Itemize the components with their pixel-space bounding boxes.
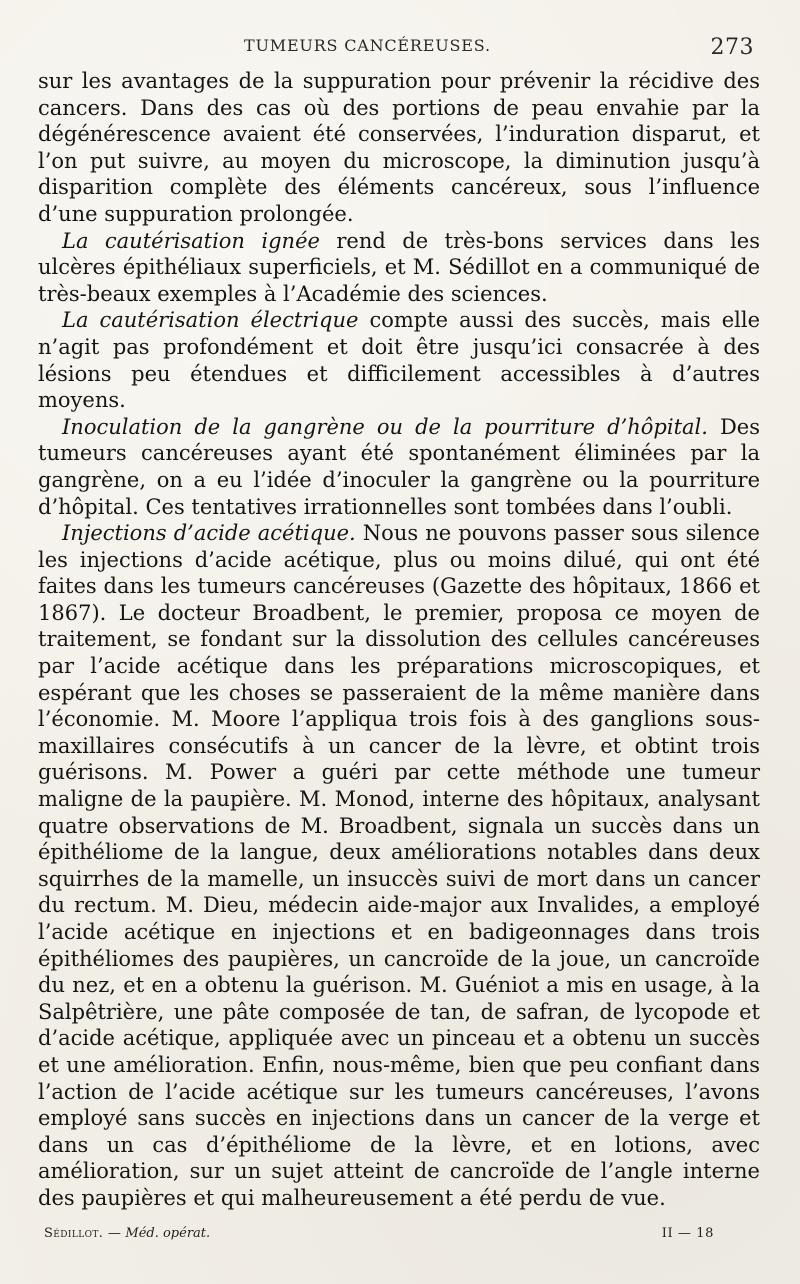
paragraph-3-lead: La cautérisation électrique: [62, 308, 359, 333]
running-head: TUMEURS CANCÉREUSES.: [244, 36, 491, 55]
paragraph-5-lead: Injections d’acide acétique.: [62, 521, 356, 546]
paragraph-1-text: sur les avantages de la suppuration pour prévenir la récidive des cancers. Dans des cas où des portions de peau envahie par la dégénérescence avaient été conservées, l’induration disparut, et l’on put suivre, au moyen du microscope, la diminution jusqu’à disparition complète des éléments cancéreux, sous l’influence d’une suppuration prolongée.: [38, 69, 760, 226]
paragraph-3: [38, 307, 760, 413]
footer-citation: [44, 1226, 210, 1241]
paragraph-2-lead: La cautérisation ignée: [62, 228, 320, 253]
paragraph-4-lead: Inoculation de la gangrène ou de la pourriture d’hôpital.: [62, 414, 708, 439]
paragraph-1: [38, 68, 760, 228]
footer-author: Sédillot. —: [44, 1226, 122, 1241]
paragraph-3-text: compte aussi des succès, mais elle n’agit pas profondément et doit être jusqu’ici consacrée à des lésions peu étendues et difficilement accessibles à d’autres moyens.: [38, 308, 760, 413]
paragraph-4-text: Des tumeurs cancéreuses ayant été spontanément éliminées par la gangrène, on a eu l’idée d’inoculer la gangrène ou la pourriture d’hôpital. Ces tentatives irrationnelles sont tombées dans l’oubli.: [38, 414, 760, 519]
page-number: 273: [710, 35, 754, 60]
paragraph-5: [38, 520, 760, 1211]
paragraph-5-text: Nous ne pouvons passer sous silence les injections d’acide acétique, plus ou moins dilué, qui ont été faites dans les tumeurs cancéreuses (Gazette des hôpitaux, 1866 et 1867). Le docteur Broadbent, le premier, proposa ce moyen de traitement, se fondant sur la dissolution des cellules cancéreuses par l’acide acétique dans les préparations microscopiques, et espérant que les choses se passeraient de la même manière dans l’économie. M. Moore l’appliqua trois fois à des ganglions sous-maxillaires consécutifs à un cancer de la lèvre, et obtint trois guérisons. M. Power a guéri par cette méthode une tumeur maligne de la paupière. M. Monod, interne des hôpitaux, analysant quatre observations de M. Broadbent, signala un succès dans un épithéliome de la langue, deux améliorations notables dans deux squirrhes de la mamelle, un insuccès suivi de mort dans un cancer du rectum. M. Dieu, médecin aide-major aux Invalides, a employé l’acide acétique en injections et en badigeonnages dans trois épithéliomes des paupières, un cancroïde de la joue, un cancroïde du nez, et en a obtenu la guérison. M. Guéniot a mis en usage, à la Salpêtrière, une pâte composée de tan, de safran, de lycopode et d’acide acétique, appliquée avec un pinceau et a obtenu un succès et une amélioration. Enfin, nous-même, bien que peu confiant dans l’action de l’acide acétique sur les tumeurs cancéreuses, l’avons employé sans succès en injections dans un cancer de la verge et dans un cas d’épithéliome de la lèvre, et en lotions, avec amélioration, sur un sujet atteint de cancroïde de l’angle interne des paupières et qui malheureusement a été perdu de vue.: [38, 521, 760, 1210]
page-header: [38, 30, 766, 62]
page-footer: [44, 1226, 748, 1250]
signature-mark: II — 18: [661, 1226, 714, 1241]
paragraph-4: [38, 414, 760, 520]
footer-work: Méd. opérat.: [125, 1226, 211, 1241]
paragraph-2: [38, 228, 760, 308]
body-text: [38, 68, 760, 1212]
paragraph-2-text: rend de très-bons services dans les ulcères épithéliaux superficiels, et M. Sédillot en a communiqué de très-beaux exemples à l’Académie des sciences.: [38, 228, 761, 306]
